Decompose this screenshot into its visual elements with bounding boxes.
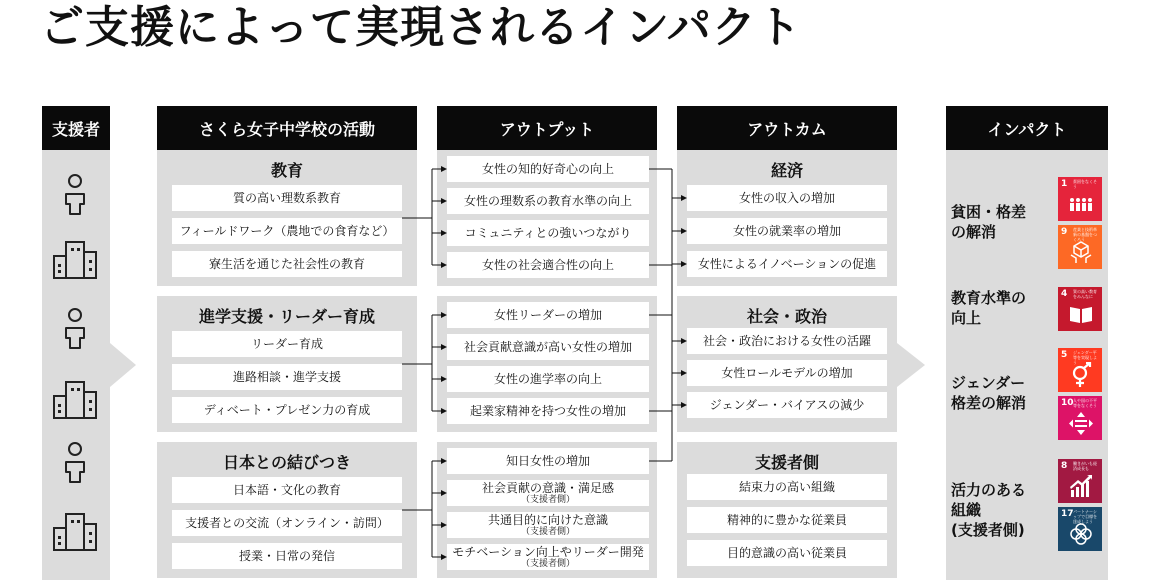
output-subnote: （支援者側） [520, 495, 575, 505]
outcome-item: 社会・政治における女性の活躍 [687, 328, 887, 354]
equality-icon [1068, 410, 1094, 436]
outcome-item: ジェンダー・バイアスの減少 [687, 392, 887, 418]
rings-icon [1068, 521, 1094, 547]
gender-icon [1068, 362, 1094, 388]
outcome-item: 女性ロールモデルの増加 [687, 360, 887, 386]
header-impact: インパクト [946, 106, 1108, 150]
output-item: モチベーション向上やリーダー開発 （支援者側） [447, 544, 649, 570]
output-item: 女性の理数系の教育水準の向上 [447, 188, 649, 214]
output-item: 女性リーダーの増加 [447, 302, 649, 328]
outcome-item: 結束力の高い組織 [687, 474, 887, 500]
output-item: 共通目的に向けた意識 （支援者側） [447, 512, 649, 538]
activity-group-title: 教育 [270, 161, 303, 180]
growth-icon [1068, 473, 1094, 499]
activity-item: 進路相談・進学支援 [172, 364, 402, 390]
output-item: 社会貢献意識が高い女性の増加 [447, 334, 649, 360]
outcome-group-title: 支援者側 [754, 453, 819, 472]
sdg-goal-4-tile: 4 質の高い教育をみんなに [1058, 287, 1102, 331]
activity-item: 日本語・文化の教育 [172, 477, 402, 503]
activity-item: 質の高い理数系教育 [172, 185, 402, 211]
sdg-goal-10-tile: 10 人や国の不平等をなくそう [1058, 396, 1102, 440]
book-icon [1068, 301, 1094, 327]
output-item: コミュニティとの強いつながり [447, 220, 649, 246]
output-item: 女性の社会適合性の向上 [447, 252, 649, 278]
sdg-goal-9-tile: 9 産業と技術革新の基盤をつくろう [1058, 225, 1102, 269]
header-outcomes: アウトカム [677, 106, 897, 150]
activity-item: ディベート・プレゼン力の育成 [172, 397, 402, 423]
activity-item: 寮生活を通じた社会性の教育 [172, 251, 402, 277]
sdg-goal-17-tile: 17 パートナーシップで目標を達成しよう [1058, 507, 1102, 551]
output-item: 知日女性の増加 [447, 448, 649, 474]
output-item: 女性の知的好奇心の向上 [447, 156, 649, 182]
output-subnote: （支援者側） [520, 559, 575, 569]
outcome-item: 精神的に豊かな従業員 [687, 507, 887, 533]
output-item: 社会貢献の意識・満足感 （支援者側） [447, 480, 649, 506]
output-item: 女性の進学率の向上 [447, 366, 649, 392]
activity-item: 授業・日常の発信 [172, 543, 402, 569]
impact-label-education: 教育水準の 向上 [951, 289, 1027, 327]
impact-label-poverty: 貧困・格差 の解消 [951, 203, 1027, 241]
activity-item: リーダー育成 [172, 331, 402, 357]
header-outputs: アウトプット [437, 106, 657, 150]
activity-group-title: 進学支援・リーダー育成 [198, 307, 375, 326]
impact-label-organization: 活力のある 組織 (支援者側) [951, 481, 1027, 539]
outcome-item: 女性の就業率の増加 [687, 218, 887, 244]
outcome-group-title: 経済 [770, 161, 803, 180]
impact-label-gender: ジェンダー 格差の解消 [951, 374, 1027, 412]
outcome-item: 女性の収入の増加 [687, 185, 887, 211]
output-subnote: （支援者側） [520, 527, 575, 537]
activity-item: フィールドワーク（農地での食育など） [172, 218, 402, 244]
sdg-goal-1-tile: 1 貧困をなくそう [1058, 177, 1102, 221]
cubes-icon [1068, 239, 1094, 265]
people-icon [1068, 191, 1094, 217]
sdg-goal-5-tile: 5 ジェンダー平等を実現しよう [1058, 348, 1102, 392]
output-item: 起業家精神を持つ女性の増加 [447, 398, 649, 424]
page-title: ご支援によって実現されるインパクト [40, 2, 802, 53]
activity-item: 支援者との交流（オンライン・訪問） [172, 510, 402, 536]
outcome-group-title: 社会・政治 [746, 307, 827, 326]
activity-group-title: 日本との結びつき [222, 453, 351, 472]
outcome-item: 女性によるイノベーションの促進 [687, 251, 887, 277]
sdg-goal-8-tile: 8 働きがいも経済成長も [1058, 459, 1102, 503]
header-activities: さくら女子中学校の活動 [157, 106, 417, 150]
header-supporter: 支援者 [42, 106, 110, 150]
outcome-item: 目的意識の高い従業員 [687, 540, 887, 566]
